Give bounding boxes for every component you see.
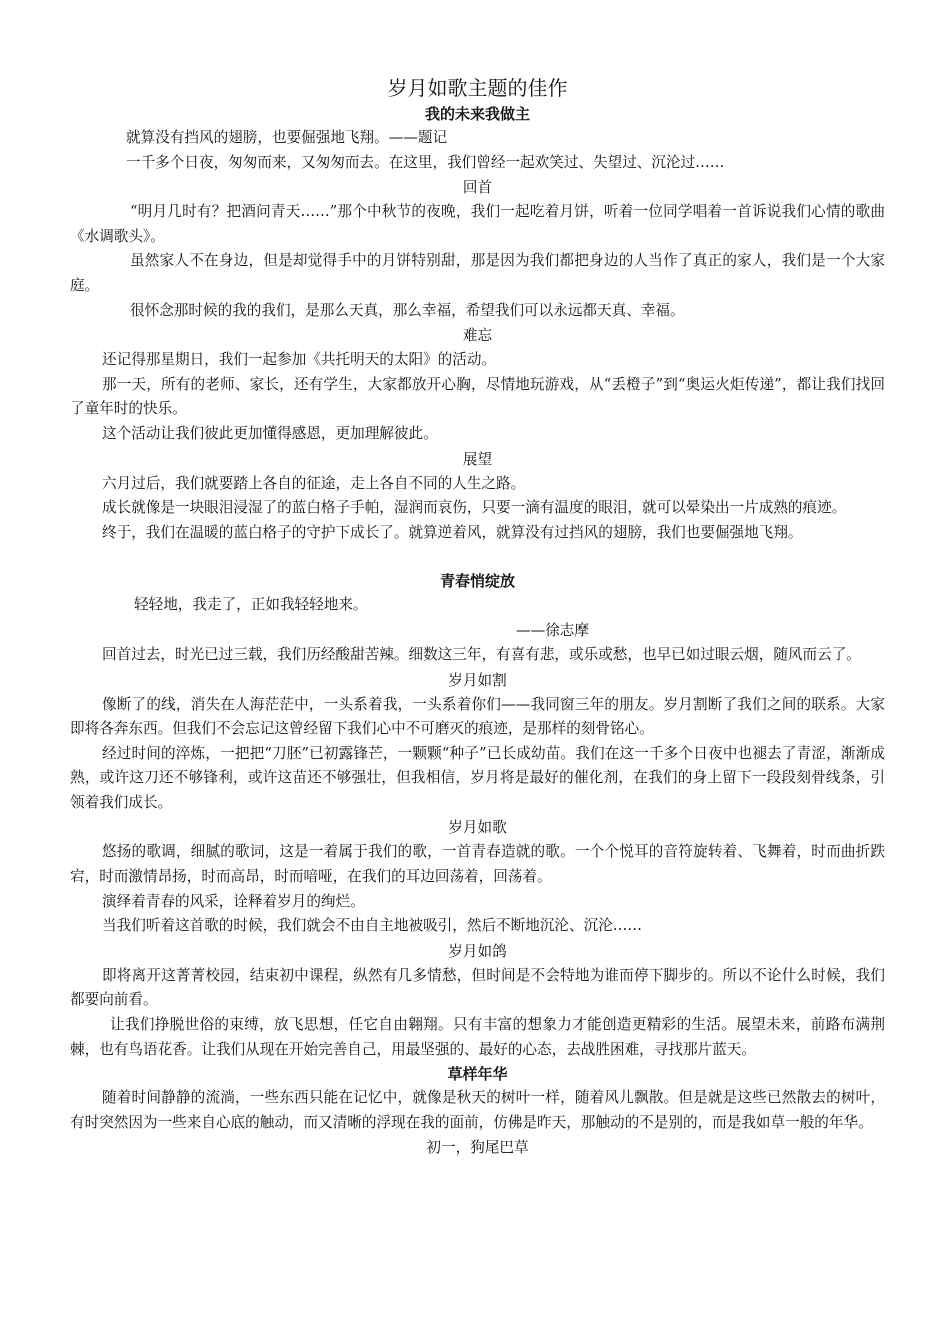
spacer bbox=[70, 545, 885, 569]
paragraph: 六月过后，我们就要踏上各自的征途，走上各自不同的人生之路。 bbox=[102, 474, 526, 492]
paragraph: 随着时间静静的流淌，一些东西只能在记忆中，就像是秋天的树叶一样，随着风儿飘散。但是就是这些已然散去的树叶，有时突然因为一些来自心底的触动，而又清晰的浮现在我的面前，仿佛是昨天，那触动的不是别的，而是我如草一般的年华。 bbox=[70, 1089, 885, 1131]
document-title: 岁月如歌主题的佳作 bbox=[387, 76, 568, 100]
paragraph: 成长就像是一块眼泪浸湿了的蓝白格子手帕，湿润而哀伤，只要一滴有温度的眼泪，就可以晕染出一片成熟的痕迹。 bbox=[102, 499, 847, 517]
paragraph: 回首过去，时光已过三载，我们历经酸甜苦辣。细数这三年，有喜有悲，或乐或愁，也早已如过眼云烟，随风而云了。 bbox=[102, 645, 861, 663]
section-heading: 展望 bbox=[462, 450, 493, 468]
essay-title: 我的未来我做主 bbox=[424, 105, 530, 123]
paragraph: 悠扬的歌调，细腻的歌词，这是一着属于我们的歌，一首青春造就的歌。一个个悦耳的音符旋转着、飞舞着，时而曲折跌宕，时而激情昂扬，时而高昂，时而喑哑，在我们的耳边回荡着，回荡着。 bbox=[70, 843, 885, 886]
paragraph: 演绎着青春的风采，诠释着岁月的绚烂。 bbox=[102, 892, 365, 910]
essay-title: 青春悄绽放 bbox=[439, 572, 515, 591]
paragraph: 那一天，所有的老师、家长，还有学生，大家都放开心胸，尽情地玩游戏，从“丢橙子”到“奥运火炬传递”，都让我们找回了童年时的快乐。 bbox=[70, 375, 885, 418]
section-heading: 回首 bbox=[462, 179, 493, 197]
quote-author: ——徐志摩 bbox=[516, 621, 589, 639]
paragraph: 经过时间的淬炼，一把把“刀胚”已初露锋芒，一颗颗“种子”已长成幼苗。我们在这一千多个日夜中也褪去了青涩，渐渐成熟，或许这刀还不够锋利，或许这苗还不够强壮，但我相信，岁月将是最好的催化剂，在我们的身上留下一段段刻骨线条，引领着我们成长。 bbox=[70, 744, 885, 811]
paragraph: 一千多个日夜，匆匆而来，又匆匆而去。在这里，我们曾经一起欢笑过、失望过、沉沦过…… bbox=[126, 153, 725, 171]
essay-youth-blooms bbox=[70, 569, 885, 1062]
paragraph: 终于，我们在温暖的蓝白格子的守护下成长了。就算逆着风，就算没有过挡风的翅膀，我们也要倔强地飞翔。 bbox=[102, 523, 803, 541]
document-page bbox=[70, 74, 885, 1160]
section-heading: 岁月如割 bbox=[448, 671, 507, 689]
section-heading: 岁月如鸽 bbox=[448, 942, 507, 960]
section-heading: 难忘 bbox=[462, 327, 493, 345]
paragraph: 很怀念那时候的我的我们，是那么天真，那么幸福，希望我们可以永远都天真、幸福。 bbox=[130, 301, 685, 319]
section-heading: 初一，狗尾巴草 bbox=[426, 1139, 529, 1157]
paragraph: 当我们听着这首歌的时候，我们就会不由自主地被吸引，然后不断地沉沦、沉沦…… bbox=[102, 917, 642, 935]
essay-grass-years bbox=[70, 1062, 885, 1160]
paragraph: 让我们挣脱世俗的束缚，放飞思想，任它自由翱翔。只有丰富的想象力才能创造更精彩的生活。展望未来，前路布满荆棘，也有鸟语花香。让我们从现在开始完善自己，用最坚强的、最好的心态，去战胜困难，寻找那片蓝天。 bbox=[70, 1016, 885, 1058]
paragraph: 这个活动让我们彼此更加懂得感恩，更加理解彼此。 bbox=[102, 424, 438, 442]
paragraph: 即将离开这菁菁校园，结束初中课程，纵然有几多情愁，但时间是不会特地为谁而停下脚步的。所以不论什么时候，我们都要向前看。 bbox=[70, 966, 885, 1009]
epigraph: 就算没有挡风的翅膀，也要倔强地飞翔。——题记 bbox=[126, 129, 448, 146]
paragraph: 像断了的线，消失在人海茫茫中，一头系着我，一头系着你们——我同窗三年的朋友。岁月割断了我们之间的联系。大家即将各奔东西。但我们不会忘记这曾经留下我们心中不可磨灭的痕迹，是那样的刻骨铭心。 bbox=[70, 695, 885, 738]
essay-my-future bbox=[70, 102, 885, 545]
paragraph: “明月几时有？把酒问青天……”那个中秋节的夜晚，我们一起吃着月饼，听着一位同学唱着一首诉说我们心情的歌曲《水调歌头》。 bbox=[70, 203, 885, 245]
paragraph: 还记得那星期日，我们一起参加《共托明天的太阳》的活动。 bbox=[102, 351, 497, 369]
section-heading: 岁月如歌 bbox=[448, 819, 507, 837]
essay-title: 草样年华 bbox=[447, 1065, 508, 1084]
paragraph: 虽然家人不在身边，但是却觉得手中的月饼特别甜，那是因为我们都把身边的人当作了真正的家人，我们是一个大家庭。 bbox=[70, 252, 885, 294]
quote: 轻轻地，我走了，正如我轻轻地来。 bbox=[134, 596, 368, 614]
